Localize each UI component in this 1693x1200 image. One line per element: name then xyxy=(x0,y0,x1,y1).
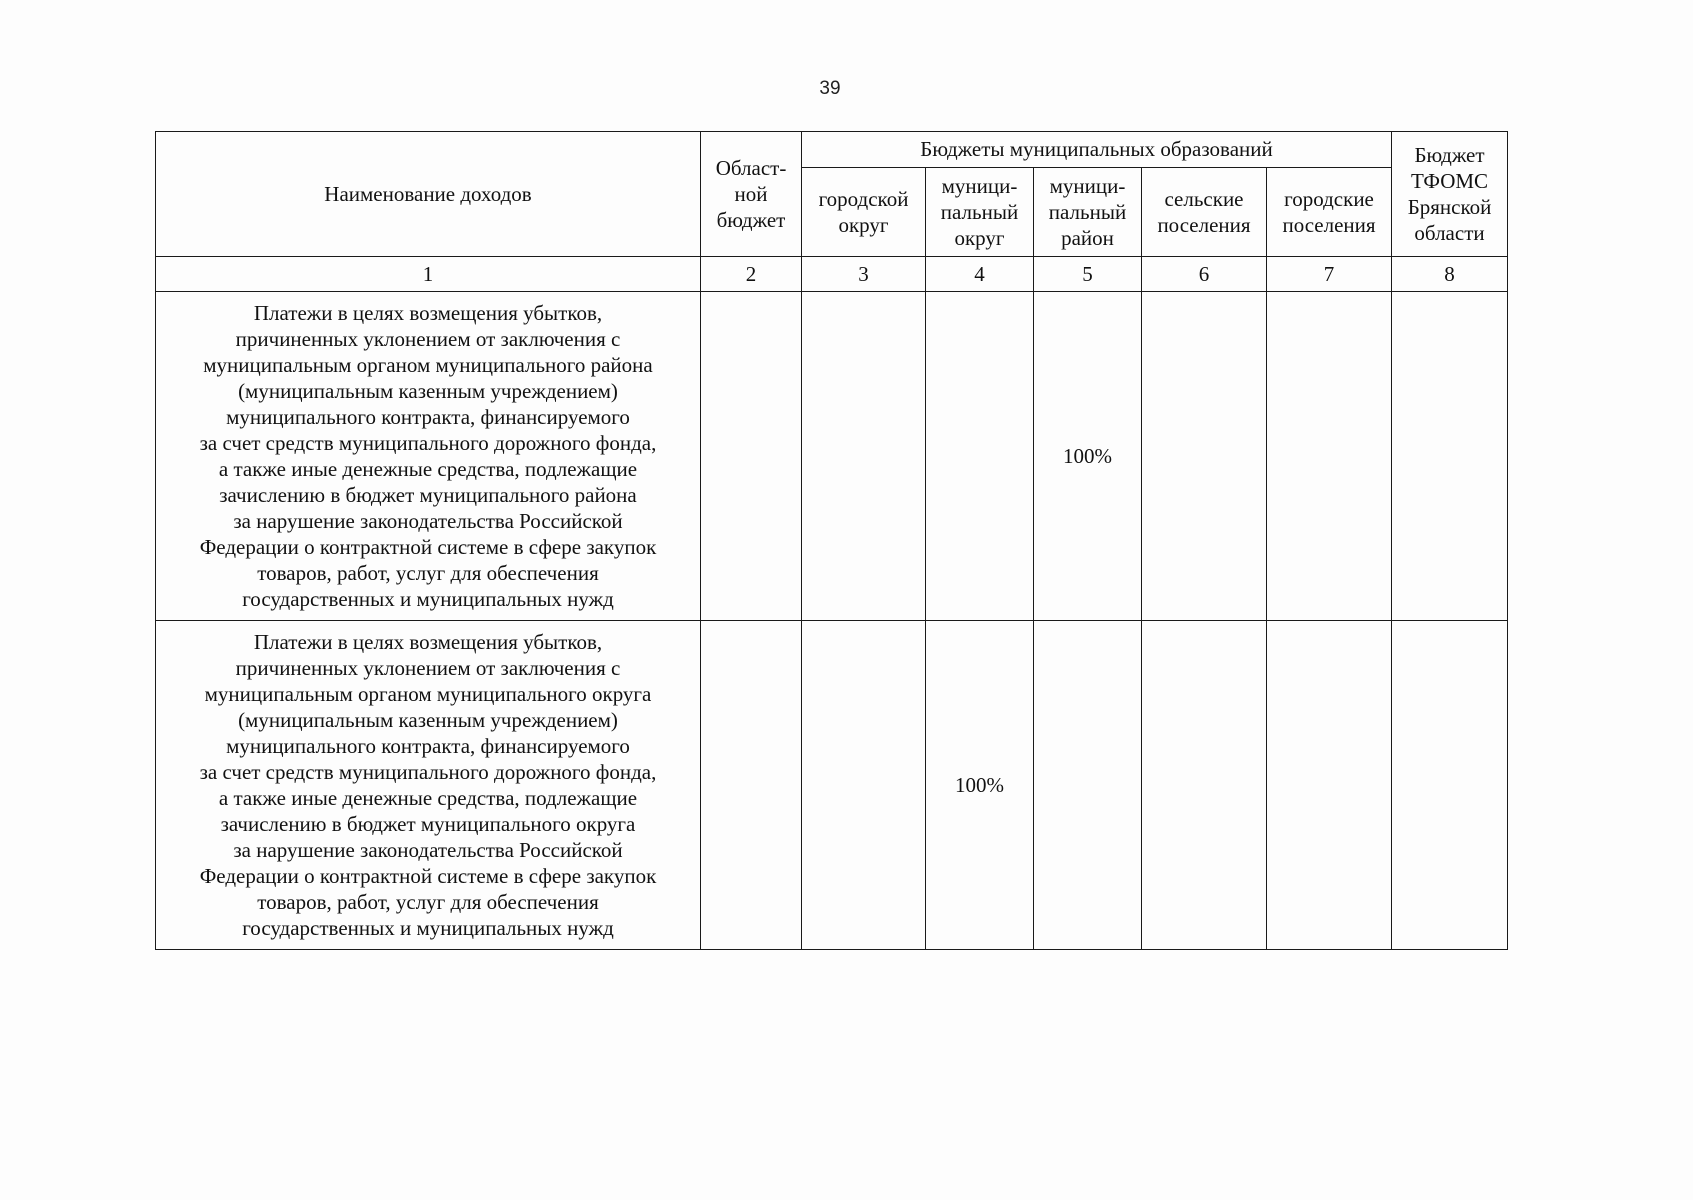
header-rural-settlements: сельские поселения xyxy=(1142,167,1267,256)
column-number: 7 xyxy=(1267,257,1392,292)
municipal-raion-share xyxy=(1034,621,1142,950)
revenue-distribution-table xyxy=(155,131,1508,950)
tfoms-share xyxy=(1392,621,1508,950)
header-municipal-raion: муници- пальный район xyxy=(1034,167,1142,256)
regional-budget-share xyxy=(701,292,802,621)
city-district-share xyxy=(802,292,926,621)
header-regional-budget: Област- ной бюджет xyxy=(701,132,802,257)
column-number: 6 xyxy=(1142,257,1267,292)
urban-settlements-share xyxy=(1267,292,1392,621)
urban-settlements-share xyxy=(1267,621,1392,950)
page-number: 39 xyxy=(819,78,841,99)
table-row xyxy=(156,621,1508,950)
municipal-okrug-share: 100% xyxy=(926,621,1034,950)
rural-settlements-share xyxy=(1142,292,1267,621)
city-district-share xyxy=(802,621,926,950)
revenue-description: Платежи в целях возмещения убытков, причиненных уклонением от заключения с муниципальным органом муниципального округа (муниципальным казенным учреждением) муниципального контракта, финансируемого за счет средств муниципального дорожного фонда, а также иные денежные средства, подлежащие зачислению в бюджет муниципального округа за нарушение законодательства Российской Федерации о контрактной системе в сфере закупок товаров, работ, услуг для обеспечения государственных и муниципальных нужд xyxy=(156,621,701,950)
header-city-district: городской округ xyxy=(802,167,926,256)
column-number: 5 xyxy=(1034,257,1142,292)
header-municipal-budgets: Бюджеты муниципальных образований xyxy=(802,132,1392,168)
municipal-okrug-share xyxy=(926,292,1034,621)
header-revenue-name: Наименование доходов xyxy=(156,132,701,257)
header-municipal-okrug: муници- пальный округ xyxy=(926,167,1034,256)
header-urban-settlements: городские поселения xyxy=(1267,167,1392,256)
table-row xyxy=(156,292,1508,621)
rural-settlements-share xyxy=(1142,621,1267,950)
regional-budget-share xyxy=(701,621,802,950)
column-number: 1 xyxy=(156,257,701,292)
column-number: 8 xyxy=(1392,257,1508,292)
column-number: 3 xyxy=(802,257,926,292)
municipal-raion-share: 100% xyxy=(1034,292,1142,621)
tfoms-share xyxy=(1392,292,1508,621)
header-tfoms-budget: Бюджет ТФОМС Брянской области xyxy=(1392,132,1508,257)
column-number: 4 xyxy=(926,257,1034,292)
revenue-description: Платежи в целях возмещения убытков, причиненных уклонением от заключения с муниципальным органом муниципального района (муниципальным казенным учреждением) муниципального контракта, финансируемого за счет средств муниципального дорожного фонда, а также иные денежные средства, подлежащие зачислению в бюджет муниципального района за нарушение законодательства Российской Федерации о контрактной системе в сфере закупок товаров, работ, услуг для обеспечения государственных и муниципальных нужд xyxy=(156,292,701,621)
column-number: 2 xyxy=(701,257,802,292)
column-number-row xyxy=(156,257,1508,292)
